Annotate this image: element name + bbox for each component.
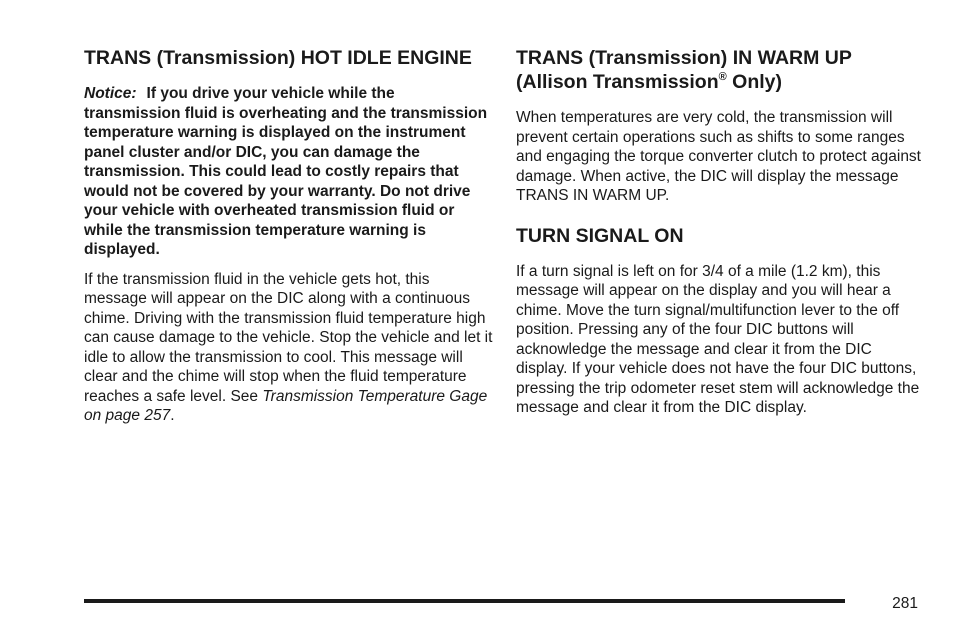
notice-label: Notice: (84, 85, 137, 102)
hot-idle-body (84, 270, 494, 426)
heading-line-1: TRANS (Transmission) IN WARM UP (516, 47, 852, 69)
heading-line-2: (Allison Transmission (516, 71, 719, 93)
left-column (84, 46, 494, 436)
section-heading-turn-signal: TURN SIGNAL ON (516, 224, 684, 247)
footer-rule (84, 599, 845, 603)
page-number: 281 (892, 595, 918, 612)
warm-up-body: When temperatures are very cold, the transmission will prevent certain operations such as shifts to some ranges and engaging the torque converter clutch to protect against damage. When active, the DIC will display the message TRANS IN WARM UP. (516, 109, 921, 204)
hot-idle-body-text: If the transmission fluid in the vehicle gets hot, this message will appear on the DIC along with a continuous chime. Driving with the transmission fluid temperature high can cause damage to the vehicle. Stop the vehicle and let it idle to allow the transmission to cool. This message will clear and the chime will stop when the fluid temperature reaches a safe level. See (84, 270, 493, 405)
section-heading-trans-warm-up (516, 46, 926, 94)
notice-body: If you drive your vehicle while the transmission fluid is overheating and the transmission temperature warning is displayed on the instrument panel cluster and/or DIC, you can damage the transmission. This could lead to costly repairs that would not be covered by your warranty. Do not drive your vehicle with overheated transmission fluid or while the transmission temperature warning is displayed. (84, 85, 488, 258)
section-heading-trans-hot-idle: TRANS (Transmission) HOT IDLE ENGINE (84, 47, 472, 69)
hot-idle-body-end: . (170, 407, 175, 424)
right-column (516, 46, 926, 428)
turn-signal-body: If a turn signal is left on for 3/4 of a mile (1.2 km), this message will appear on the display and you will hear a chime. Move the turn signal/multifunction lever to the off position. Pressing any of the four DIC buttons will acknowledge the message and clear it from the DIC display. If your vehicle does not have the four DIC buttons, pressing the trip odometer reset stem will acknowledge the message and clear it from the DIC display. (516, 262, 920, 416)
notice-paragraph (84, 84, 494, 260)
heading-line-2-end: Only) (726, 71, 783, 93)
cross-reference-link: Transmission Temperature Gage on page 257 (84, 387, 488, 424)
registered-mark: ® (718, 70, 727, 83)
